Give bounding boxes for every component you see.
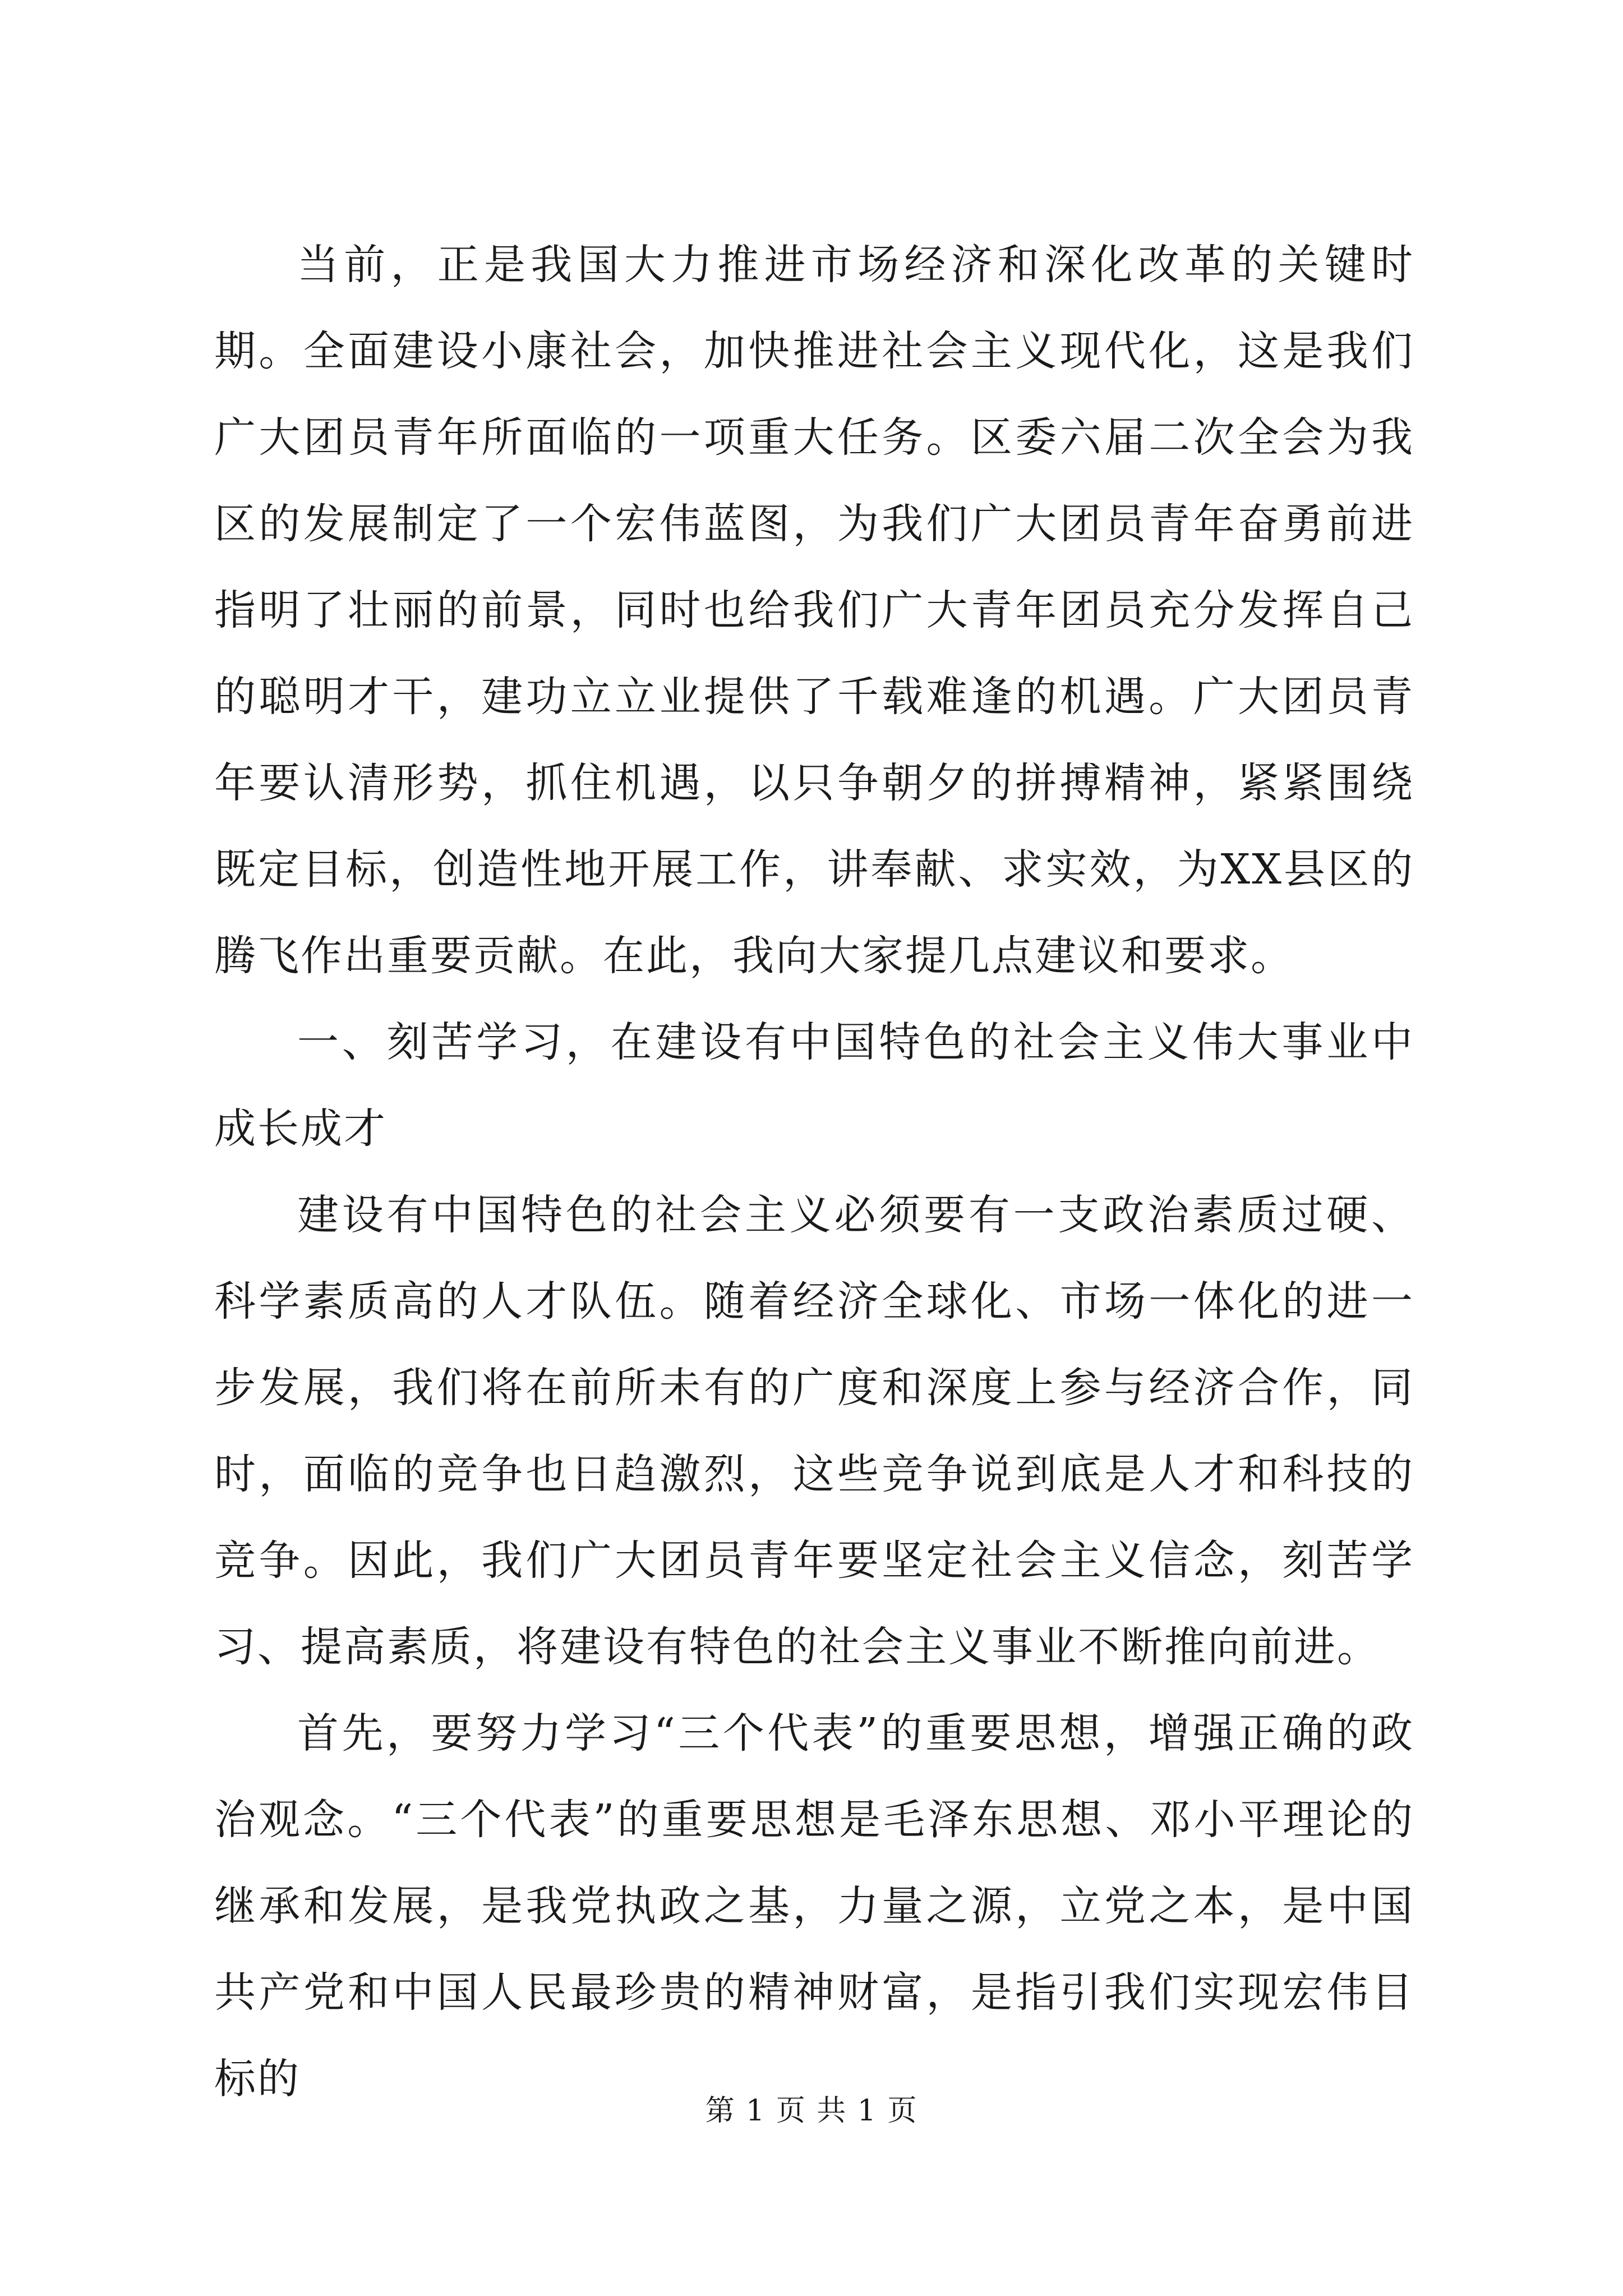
document-body xyxy=(214,222,1414,2122)
page-footer: 第 1 页 共 1 页 xyxy=(705,2094,918,2128)
section-heading-1: 一、刻苦学习，在建设有中国特色的社会主义伟大事业中成长成才 xyxy=(214,1018,1414,1153)
paragraph-section-1: 建设有中国特色的社会主义必须要有一支政治素质过硬、科学素质高的人才队伍。随着经济全球化、市场一体化的进一步发展，我们将在前所未有的广度和深度上参与经济合作，同时，面临的竞争也日趋激烈，这些竞争说到底是人才和科技的竞争。因此，我们广大团员青年要坚定社会主义信念，刻苦学习、提高素质，将建设有特色的社会主义事业不断推向前进。 xyxy=(214,1191,1414,1671)
paragraph-first-point: 首先，要努力学习“三个代表”的重要思想，增强正确的政治观念。“三个代表”的重要思想是毛泽东思想、邓小平理论的继承和发展，是我党执政之基，力量之源，立党之本，是中国共产党和中国人民最珍贵的精神财富，是指引我们实现宏伟目标的 xyxy=(214,1709,1414,2103)
paragraph-intro: 当前，正是我国大力推进市场经济和深化改革的关键时期。全面建设小康社会，加快推进社会主义现代化，这是我们广大团员青年所面临的一项重大任务。区委六届二次全会为我区的发展制定了一个宏伟蓝图，为我们广大团员青年奋勇前进指明了壮丽的前景，同时也给我们广大青年团员充分发挥自己的聪明才干，建功立立业提供了千载难逢的机遇。广大团员青年要认清形势，抓住机遇，以只争朝夕的拼搏精神，紧紧围绕既定目标，创造性地开展工作，讲奉献、求实效，为XX县区的腾飞作出重要贡献。在此，我向大家提几点建议和要求。 xyxy=(214,241,1414,980)
